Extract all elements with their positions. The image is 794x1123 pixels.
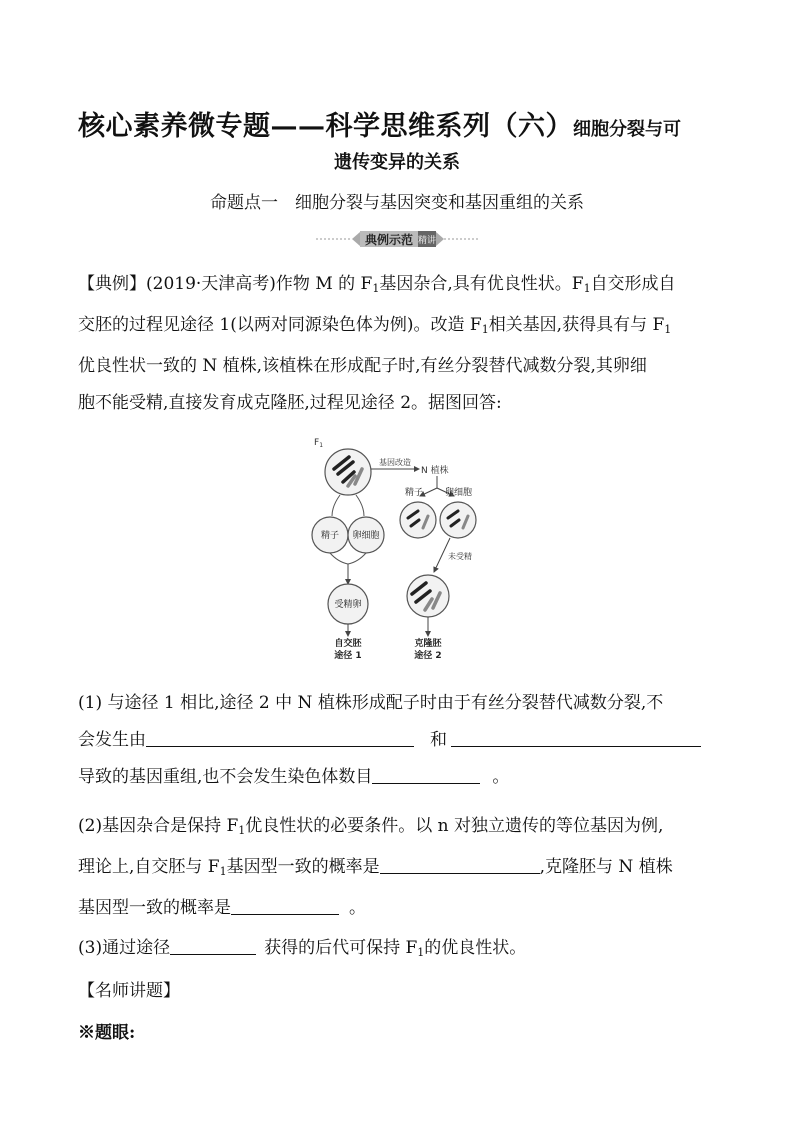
q2-blank-a[interactable] <box>380 855 540 874</box>
banner-right-text: 精讲 <box>417 236 437 246</box>
q1-blank-a[interactable] <box>146 728 414 747</box>
question-3: (3)通过途径 获得的后代可保持 $F_1$的优良性状。 <box>78 938 527 959</box>
banner-left-text: 典例示范 <box>364 233 414 247</box>
q1-blank-c[interactable] <box>372 765 480 784</box>
pathway-diagram <box>298 436 498 664</box>
page-title <box>78 104 738 143</box>
gene-mod-label: 基因改造 <box>379 458 411 467</box>
question-2: (2)基因杂合是保持 $F_1$优良性状的必要条件。以 n 对独立遗传的等位基因为例, 理论上,自交胚与 $F_1$基因型一致的概率是 ,克隆胚与 N 植株 基因型一致的概率是 。 <box>78 816 673 918</box>
zygote-label: 受精卵 <box>334 600 362 610</box>
path1-label: 途径 1 <box>334 651 362 661</box>
q3-blank[interactable] <box>170 936 256 955</box>
n-plant-label: N 植株 <box>421 466 449 476</box>
egg-label-1: 卵细胞 <box>352 531 380 541</box>
title-line2: 遗传变异的关系 <box>334 152 460 173</box>
section-heading: 命题点一 细胞分裂与基因突变和基因重组的关系 <box>210 193 584 213</box>
question-1: (1) 与途径 1 相比,途径 2 中 N 植株形成配子时由于有丝分裂替代减数分裂,不 会发生由 和 导致的基因重组,也不会发生染色体数目 。 <box>78 685 720 796</box>
clone-embryo-label: 克隆胚 <box>414 639 442 649</box>
key-point-heading: ※题眼: <box>78 1023 136 1043</box>
teacher-explanation-heading: 【名师讲题】 <box>78 981 180 1001</box>
path2-label: 途径 2 <box>414 651 442 661</box>
sperm-label-2: 精子 <box>405 488 424 498</box>
example-label: 【典例】 <box>78 274 146 294</box>
egg-label-2: 卵细胞 <box>445 488 473 498</box>
example-banner <box>316 230 480 248</box>
example-paragraph: 【典例】(2019·天津高考)作物 M 的 $F_1$基因杂合,具有优良性状。$F_1$自交形成自 交胚的过程见途径 1(以两对同源染色体为例)。改造 $F_1$相关基因,获得具有与 $F_1$ 优良性状一致的 N 植株,该植株在形成配子时,有丝分裂替代减数分裂,其卵细 胞不能受精,直接发育成克隆胚,过程见途径 2。据图回答: <box>78 274 676 413</box>
title-main: 核心素养微专题——科学思维系列（六） <box>78 111 573 142</box>
diagram-f1-label: $F_1$ <box>314 438 324 449</box>
self-embryo-label: 自交胚 <box>334 639 362 649</box>
clone-cell <box>407 575 449 617</box>
q2-blank-b[interactable] <box>231 896 339 915</box>
sperm-label-1: 精子 <box>320 531 340 541</box>
unfertilized-label: 未受精 <box>448 552 472 561</box>
title-sub-inline: 细胞分裂与可 <box>573 119 681 140</box>
q1-blank-b[interactable] <box>451 728 701 747</box>
